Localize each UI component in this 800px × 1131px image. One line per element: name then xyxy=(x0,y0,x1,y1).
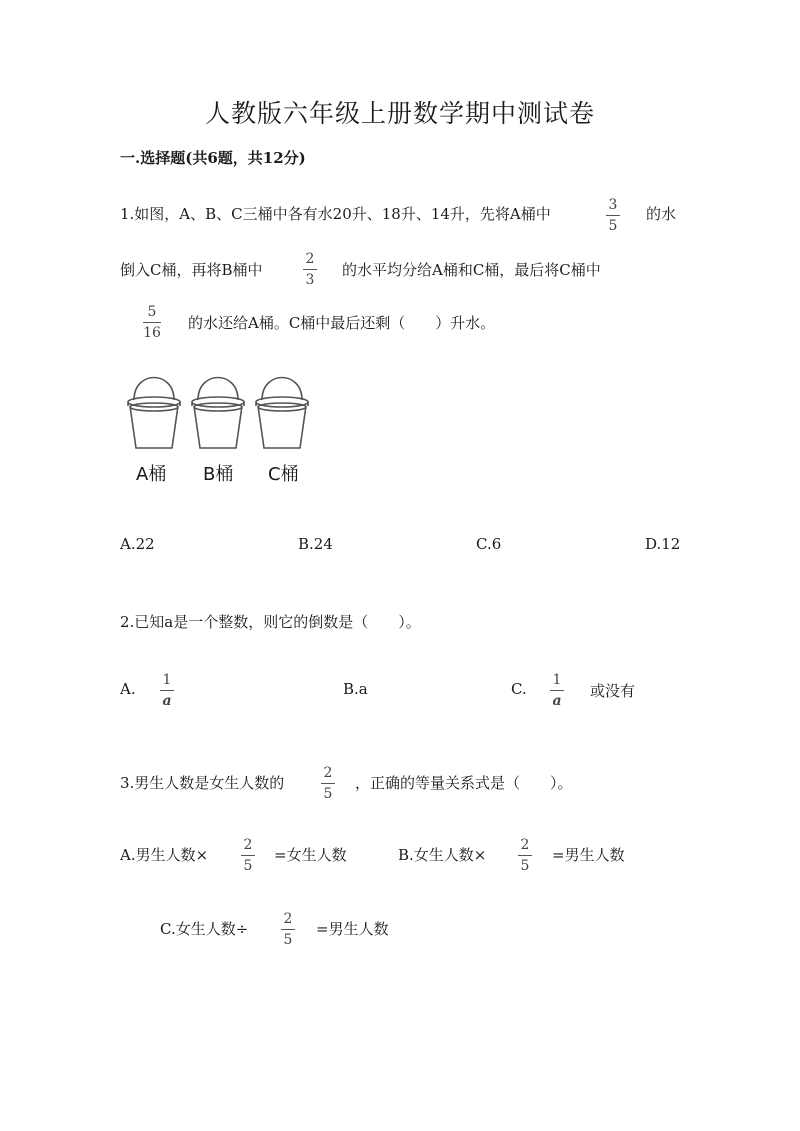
fraction-denominator: 5 xyxy=(243,858,253,874)
fraction-bar xyxy=(518,855,532,856)
fraction-numerator: 2 xyxy=(520,837,530,853)
q1-option-b[interactable]: B.24 xyxy=(298,535,333,553)
q2-option-b[interactable]: B.a xyxy=(343,680,368,698)
fraction-numerator: 2 xyxy=(243,837,253,853)
q2-stem: 2.已知a是一个整数，则它的倒数是（ ）。 xyxy=(120,613,421,631)
q3-option-a[interactable]: A.男生人数× xyxy=(120,846,209,864)
q3-option-a-tail: =女生人数 xyxy=(274,846,347,864)
fraction-denominator: 5 xyxy=(520,858,530,874)
fraction-numerator: 2 xyxy=(305,251,315,267)
q1-option-d[interactable]: D.12 xyxy=(645,535,681,553)
section-heading: 一.选择题(共6题，共12分) xyxy=(120,149,306,167)
q3-option-c-fraction xyxy=(281,911,295,948)
fraction-numerator: 1 xyxy=(162,672,172,688)
q1-line2-tail: 的水平均分给A桶和C桶，最后将C桶中 xyxy=(342,261,601,279)
fraction-bar xyxy=(281,929,295,930)
q3-option-a-fraction xyxy=(241,837,255,874)
fraction-numerator: 5 xyxy=(147,304,157,320)
q1-fraction-2 xyxy=(303,251,317,288)
bucket-label-a: A桶 xyxy=(136,464,167,485)
q3-stem-end: ，正确的等量关系式是（ ）。 xyxy=(355,774,573,792)
q1-option-c[interactable]: C.6 xyxy=(476,535,502,553)
fraction-bar xyxy=(160,690,174,691)
q3-stem-start: 3.男生人数是女生人数的 xyxy=(120,774,285,792)
fraction-bar xyxy=(550,690,564,691)
q3-option-b-fraction xyxy=(518,837,532,874)
q3-option-b[interactable]: B.女生人数× xyxy=(398,846,487,864)
fraction-bar xyxy=(143,322,161,323)
fraction-denominator: 5 xyxy=(608,218,618,234)
q3-option-c-tail: =男生人数 xyxy=(316,920,389,938)
fraction-denominator: a xyxy=(162,693,172,709)
bucket-a-icon xyxy=(128,378,180,449)
bucket-label-b: B桶 xyxy=(203,464,234,485)
q1-option-a[interactable]: A.22 xyxy=(120,535,155,553)
q2-option-a-fraction xyxy=(160,672,174,709)
fraction-bar xyxy=(303,269,317,270)
q2-option-c-tail: 或没有 xyxy=(590,682,636,700)
fraction-denominator: 16 xyxy=(143,325,161,341)
fraction-bar xyxy=(606,215,620,216)
bucket-c-icon xyxy=(256,378,308,449)
q1-fraction-1 xyxy=(606,197,620,234)
bucket-b-icon xyxy=(192,378,244,449)
fraction-numerator: 2 xyxy=(323,765,333,781)
q1-line3-text: 的水还给A桶。C桶中最后还剩（ ）升水。 xyxy=(188,314,496,332)
fraction-denominator: 5 xyxy=(283,932,293,948)
fraction-denominator: a xyxy=(552,693,562,709)
q1-line1-text: 1.如图，A、B、C三桶中各有水20升、18升、14升，先将A桶中 xyxy=(120,205,551,223)
fraction-numerator: 3 xyxy=(608,197,618,213)
fraction-denominator: 5 xyxy=(323,786,333,802)
q3-fraction xyxy=(321,765,335,802)
q2-option-c-fraction xyxy=(550,672,564,709)
q1-fraction-3 xyxy=(143,304,161,341)
fraction-bar xyxy=(321,783,335,784)
fraction-numerator: 2 xyxy=(283,911,293,927)
q3-option-c[interactable]: C.女生人数÷ xyxy=(160,920,249,938)
q1-line2-text: 倒入C桶，再将B桶中 xyxy=(120,261,263,279)
q3-option-b-tail: =男生人数 xyxy=(552,846,625,864)
q1-line1-tail: 的水 xyxy=(646,205,677,223)
q2-option-a[interactable]: A. xyxy=(120,680,136,698)
fraction-bar xyxy=(241,855,255,856)
bucket-label-c: C桶 xyxy=(268,464,299,485)
fraction-numerator: 1 xyxy=(552,672,562,688)
fraction-denominator: 3 xyxy=(305,272,315,288)
page-title: 人教版六年级上册数学期中测试卷 xyxy=(204,99,595,128)
q2-option-c[interactable]: C. xyxy=(511,680,527,698)
